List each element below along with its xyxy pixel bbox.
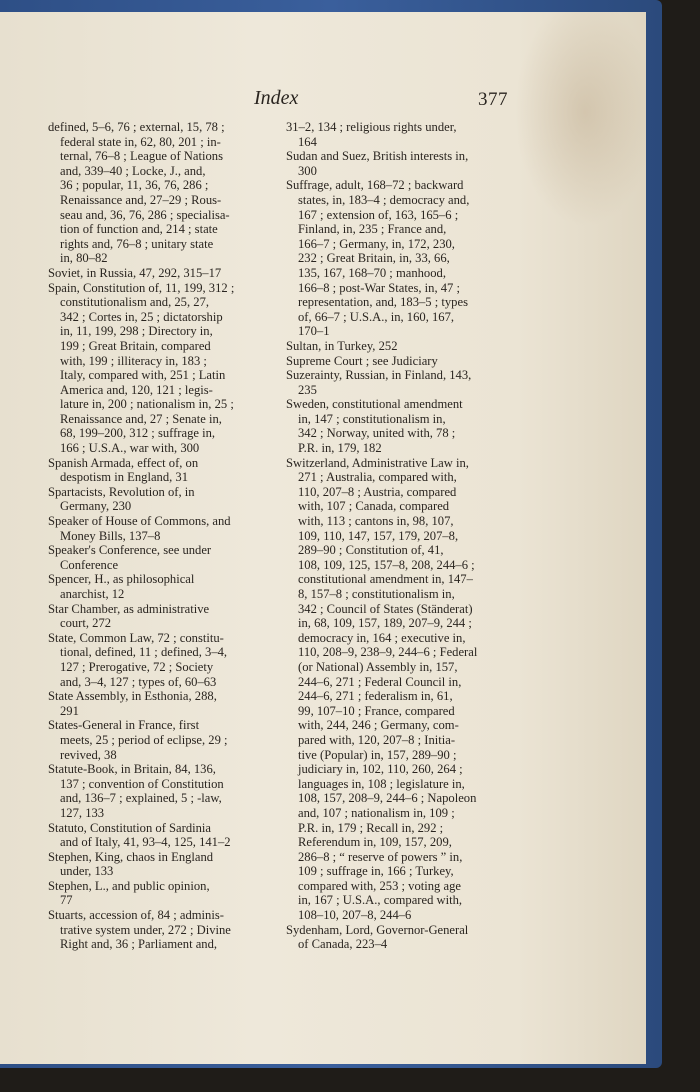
index-entry: Stephen, King, chaos in England under, 133 [48, 849, 214, 879]
index-entry: Suffrage, adult, 168–72 ; backward states, in, 183–4 ; democracy and, 167 ; extension of, 163, 165–6 ; Finland, in, 235 ; France and, 166–7 ; Germany, in, 172, 230, 232 ; Great Britain, in, 33, 66, 135, 167, 168–70 ; manhood, 166–8 ; post-War States, in, 47 ; representation, and, 183–5 ; types of, 66–7 ; U.S.A., in, 160, 167, 170–1 [286, 178, 470, 339]
index-entry: Spain, Constitution of, 11, 199, 312 ; constitutionalism and, 25, 27, 342 ; Cortes in, 25 ; dictatorship in, 11, 199, 298 ; Directory in, 199 ; Great Britain, compared with, 199 ; illiteracy in, 183 ; Italy, compared with, 251 ; Latin America and, 120, 121 ; legis- lature in, 200 ; nationalism in, 25 ; Renaissance and, 27 ; Senate in, 68, 199–200, 312 ; suffrage in, 166 ; U.S.A., war with, 300 [48, 280, 235, 456]
index-entry: Speaker's Conference, see under Conference [48, 543, 212, 572]
index-entry: State, Common Law, 72 ; constitu- tional, defined, 11 ; defined, 3–4, 127 ; Prerogative, 72 ; Society and, 3–4, 127 ; types of, 60–63 [48, 630, 228, 689]
index-entry: Suzerainty, Russian, in Finland, 143, 235 [286, 368, 472, 397]
index-entry: defined, 5–6, 76 ; external, 15, 78 ; federal state in, 62, 80, 201 ; in- ternal, 76–8 ; League of Nations and, 339–40 ; Locke, J., and, 36 ; popular, 11, 36, 76, 286 ; Renaissance and, 27–29 ; Rous- seau and, 36, 76, 286 ; specialisa- tion of function and, 214 ; state rights and, 76–8 ; unitary state in, 80–82 [48, 120, 230, 266]
index-entry: States-General in France, first meets, 25 ; period of eclipse, 29 ; revived, 38 [48, 718, 228, 762]
index-entry: Switzerland, Administrative Law in, 271 ; Australia, compared with, 110, 207–8 ; Austria, compared with, 107 ; Canada, compared with, 113 ; cantons in, 98, 107, 109, 110, 147, 157, 179, 207–8, 289–90 ; Constitution of, 41, 108, 109, 125, 157–8, 208, 244–6 ; constitutional amendment in, 147– 8, 157–8 ; constitutionalism in, 342 ; Council of States (Ständerat) in, 68, 109, 157, 189, 207–9, 244 ; democracy in, 164 ; executive in, 110, 208–9, 238–9, 244–6 ; Federal (or National) Assembly in, 157, 244–6, 271 ; Federal Council in, 244–6, 271 ; federalism in, 61, 99, 107–10 ; France, compared with, 244, 246 ; Germany, com- pared with, 120, 207–8 ; Initia- tive (Popular) in, 157, 289–90 ; judiciary in, 102, 110, 260, 264 ; languages in, 108 ; legislature in, 108, 157, 208–9, 244–6 ; Napoleon and, 107 ; nationalism in, 109 ; P.R. in, 179 ; Recall in, 292 ; Referendum in, 109, 157, 209, 286–8 ; “ reserve of powers ” in, 109 ; suffrage in, 166 ; Turkey, compared with, 253 ; voting age in, 167 ; U.S.A., compared with, 108–10, 207–8, 244–6 [286, 455, 478, 923]
page-header [0, 87, 646, 121]
index-entry: Soviet, in Russia, 47, 292, 315–17 [48, 265, 222, 280]
running-head: Index [254, 87, 299, 109]
index-entry: State Assembly, in Esthonia, 288, 291 [48, 689, 217, 718]
index-entry: Statuto, Constitution of Sardinia and of Italy, 41, 93–4, 125, 141–2 [48, 820, 231, 850]
index-entry: Speaker of House of Commons, and Money Bills, 137–8 [48, 514, 231, 543]
index-entry: Sweden, constitutional amendment in, 147 ; constitutionalism in, 342 ; Norway, united with, 78 ; P.R. in, 179, 182 [286, 397, 463, 456]
index-entry: Supreme Court ; see Judiciary [286, 353, 438, 368]
index-entry: Sultan, in Turkey, 252 [286, 338, 398, 353]
index-entry: Sydenham, Lord, Governor-General of Canada, 223–4 [286, 922, 469, 952]
book-page [0, 12, 646, 1064]
index-entry: Spanish Armada, effect of, on despotism in England, 31 [48, 455, 199, 485]
index-column-right [286, 120, 508, 952]
index-entry: Stephen, L., and public opinion, 77 [48, 878, 210, 908]
index-entry: 31–2, 134 ; religious rights under, 164 [286, 120, 457, 149]
index-entry: Sudan and Suez, British interests in, 300 [286, 149, 469, 178]
index-entry: Statute-Book, in Britain, 84, 136, 137 ; convention of Constitution and, 136–7 ; explained, 5 ; -law, 127, 133 [48, 762, 224, 820]
index-entry: Star Chamber, as administrative court, 272 [48, 601, 210, 631]
index-entry: Spencer, H., as philosophical anarchist, 12 [48, 572, 195, 601]
page-number: 377 [478, 89, 508, 110]
index-column-left [48, 120, 270, 952]
index-entry: Spartacists, Revolution of, in Germany, 230 [48, 484, 195, 514]
index-entry: Stuarts, accession of, 84 ; adminis- trative system under, 272 ; Divine Right and, 36 ; Parliament and, [48, 908, 231, 952]
